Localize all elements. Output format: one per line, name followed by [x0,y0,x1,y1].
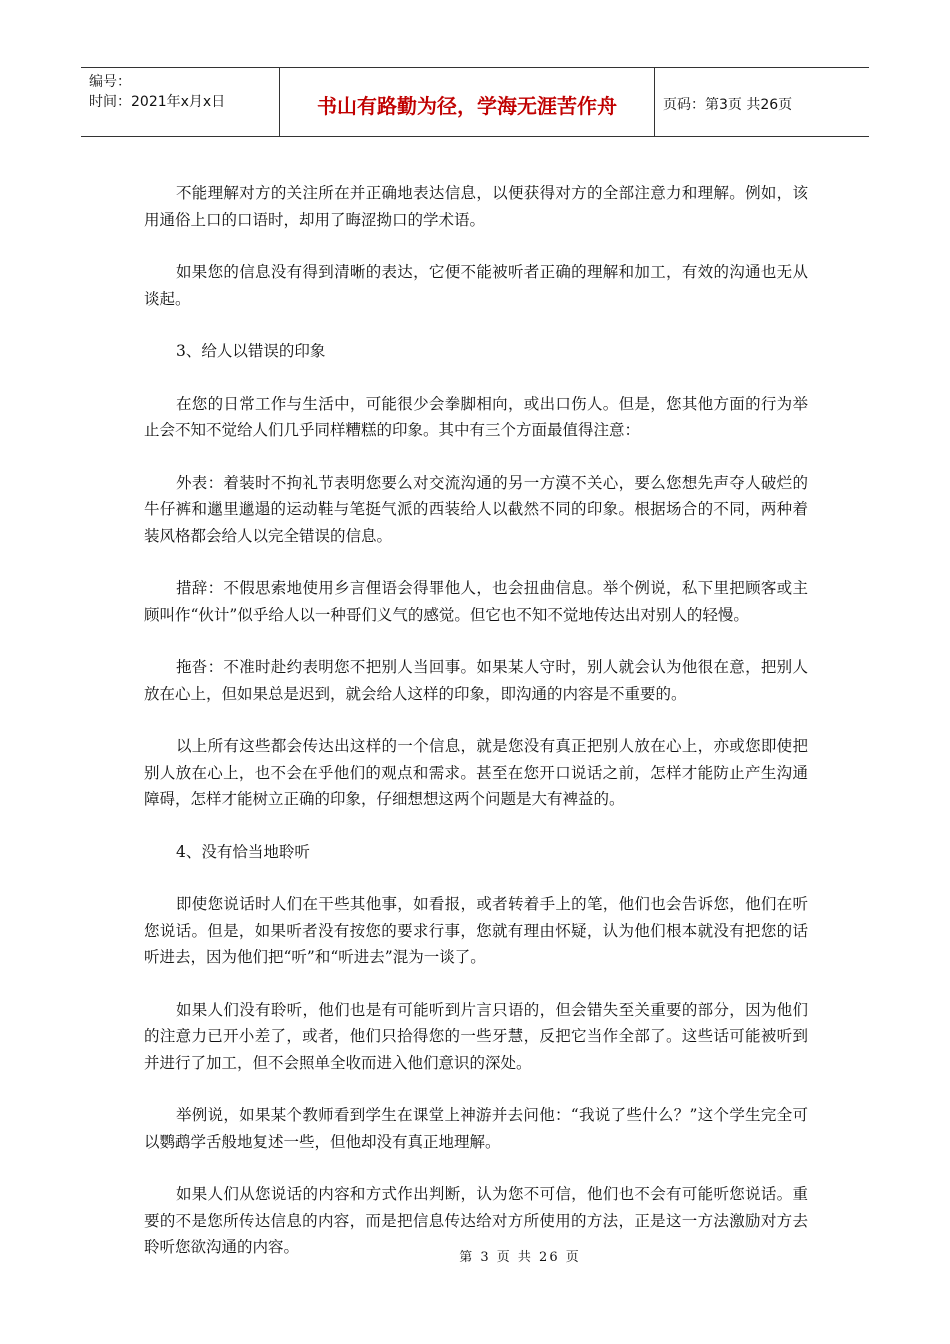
header-motto: 书山有路勤为径，学海无涯苦作舟 [280,68,655,136]
paragraph: 举例说，如果某个教师看到学生在课堂上神游并去问他：“我说了些什么？”这个学生完全可以鹦鹉学舌般地复述一些，但他却没有真正地理解。 [144,1106,808,1151]
paragraph: 措辞：不假思索地使用乡言俚语会得罪他人，也会扭曲信息。举个例说，私下里把顾客或主顾叫作“伙计”似乎给人以一种哥们义气的感觉。但它也不知不觉地传达出对别人的轻慢。 [144,579,808,624]
document-body [144,180,808,1287]
page-footer: 第 3 页 共 26 页 [459,1250,581,1265]
number-label: 编号： [89,74,131,90]
paragraph: 拖沓：不准时赴约表明您不把别人当回事。如果某人守时，别人就会认为他很在意，把别人放在心上，但如果总是迟到，就会给人这样的印象，即沟通的内容是不重要的。 [144,658,808,703]
paragraph: 即使您说话时人们在干些其他事，如看报，或者转着手上的笔，他们也会告诉您，他们在听您说话。但是，如果听者没有按您的要求行事，您就有理由怀疑，认为他们根本就没有把您的话听进去，因为他们把“听”和“听进去”混为一谈了。 [144,895,808,966]
paragraph: 不能理解对方的关注所在并正确地表达信息，以便获得对方的全部注意力和理解。例如，该用通俗上口的口语时，却用了晦涩拗口的学术语。 [144,184,808,229]
paragraph: 以上所有这些都会传达出这样的一个信息，就是您没有真正把别人放在心上，亦或您即使把别人放在心上，也不会在乎他们的观点和需求。甚至在您开口说话之前，怎样才能防止产生沟通障碍，怎样才能树立正确的印象，仔细想想这两个问题是大有裨益的。 [144,737,808,808]
header-page-info: 页码：第3页 共26页 [663,97,793,113]
date-label: 时间：2021年x月x日 [89,94,226,110]
paragraph: 在您的日常工作与生活中，可能很少会拳脚相向，或出口伤人。但是，您其他方面的行为举止会不知不觉给人们几乎同样糟糕的印象。其中有三个方面最值得注意： [144,394,808,439]
section-heading: 3、给人以错误的印象 [176,342,326,360]
paragraph: 外表：着装时不拘礼节表明您要么对交流沟通的另一方漠不关心，要么您想先声夺人破烂的牛仔裤和邋里邋遢的运动鞋与笔挺气派的西装给人以截然不同的印象。根据场合的不同，两种着装风格都会给人以完全错误的信息。 [144,473,808,545]
section-heading: 4、没有恰当地聆听 [176,842,310,861]
paragraph: 如果您的信息没有得到清晰的表达，它便不能被听者正确的理解和加工，有效的沟通也无从谈起。 [144,263,808,308]
paragraph: 如果人们从您说话的内容和方式作出判断，认为您不可信，他们也不会有可能听您说话。重要的不是您所传达信息的内容，而是把信息传达给对方所使用的方法，正是这一方法激励对方去聆听您欲沟通的内容。 [144,1185,808,1256]
header-meta [81,68,280,136]
document-header [81,67,869,137]
paragraph: 如果人们没有聆听，他们也是有可能听到片言只语的，但会错失至关重要的部分，因为他们的注意力已开小差了，或者，他们只拾得您的一些牙慧，反把它当作全部了。这些话可能被听到并进行了加工，但不会照单全收而进入他们意识的深处。 [144,1000,808,1072]
